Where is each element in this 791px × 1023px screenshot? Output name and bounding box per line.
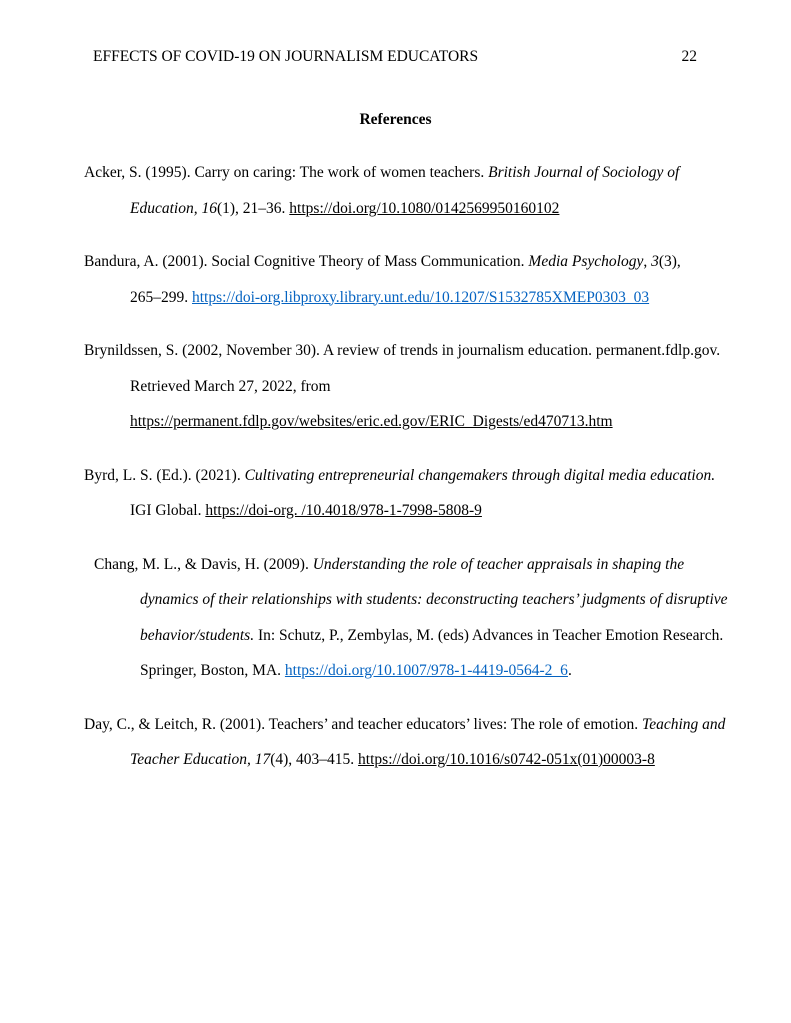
reference-link[interactable]: https://doi.org/10.1080/0142569950160102 (289, 199, 560, 217)
reference-text: Understanding the role of teacher appraisals in shaping the dynamics of their relationships with students: deconstructing teachers’ judgments of disruptive behavior/students. (140, 555, 728, 644)
references-list (84, 155, 729, 778)
reference-entry (84, 333, 729, 440)
reference-text: 265–299. (130, 288, 192, 306)
reference-text: Bandura, A. (2001). Social Cognitive Theory of Mass Communication. (84, 253, 529, 270)
reference-text: IGI Global. (130, 502, 206, 519)
reference-entry (84, 155, 729, 226)
reference-text: Day, C., & Leitch, R. (2001). Teachers’ and teacher educators’ lives: The role of emotion. (84, 715, 643, 733)
references-title: References (359, 111, 432, 128)
reference-text: 3 (651, 253, 659, 270)
reference-text: Brynildssen, S. (2002, November 30). A review of trends in journalism education. permanent.fdlp.gov. Retrieved March 27, 2022, from (84, 342, 721, 395)
reference-text: Acker, S. (1995). Carry on caring: The work of women teachers. (84, 164, 489, 181)
reference-link[interactable]: https://doi-org.libproxy.library.unt.edu/10.1207/S1532785XMEP0303_03 (192, 288, 650, 306)
reference-text: Chang, M. L., & Davis, H. (2009). (94, 555, 313, 573)
page-number: 22 (681, 48, 697, 65)
reference-text: Teaching and Teacher Education, 17 (130, 715, 726, 768)
reference-text: Cultivating entrepreneurial changemakers through digital media education. (244, 466, 716, 484)
reference-entry (84, 244, 729, 315)
reference-text: In: Schutz, P., Zembylas, M. (eds) Advances in Teacher Emotion Research. Springer, Boston, MA. (140, 626, 724, 679)
reference-entry (84, 458, 729, 529)
reference-text: , (643, 253, 652, 270)
reference-text: Media Psychology (528, 253, 644, 270)
reference-entry (84, 707, 729, 778)
page-header (0, 0, 791, 66)
reference-text: British Journal of Sociology of Education, 16 (130, 164, 680, 217)
running-head: EFFECTS OF COVID-19 ON JOURNALISM EDUCATORS (93, 48, 479, 65)
reference-text: (3), (658, 253, 681, 270)
reference-link[interactable]: https://permanent.fdlp.gov/websites/eric.ed.gov/ERIC_Digests/ed470713.htm (130, 413, 613, 430)
reference-text: Byrd, L. S. (Ed.). (2021). (84, 466, 245, 484)
reference-link[interactable]: https://doi.org/10.1016/s0742-051x(01)00003-8 (358, 751, 655, 768)
reference-link[interactable]: https://doi-org. /10.4018/978-1-7998-5808-9 (205, 502, 482, 519)
reference-text: . (567, 662, 572, 679)
reference-entry (94, 547, 739, 689)
reference-text: (4), 403–415. (270, 751, 359, 768)
reference-link[interactable]: https://doi.org/10.1007/978-1-4419-0564-2_6 (284, 662, 568, 679)
reference-text: (1), 21–36. (216, 199, 290, 217)
